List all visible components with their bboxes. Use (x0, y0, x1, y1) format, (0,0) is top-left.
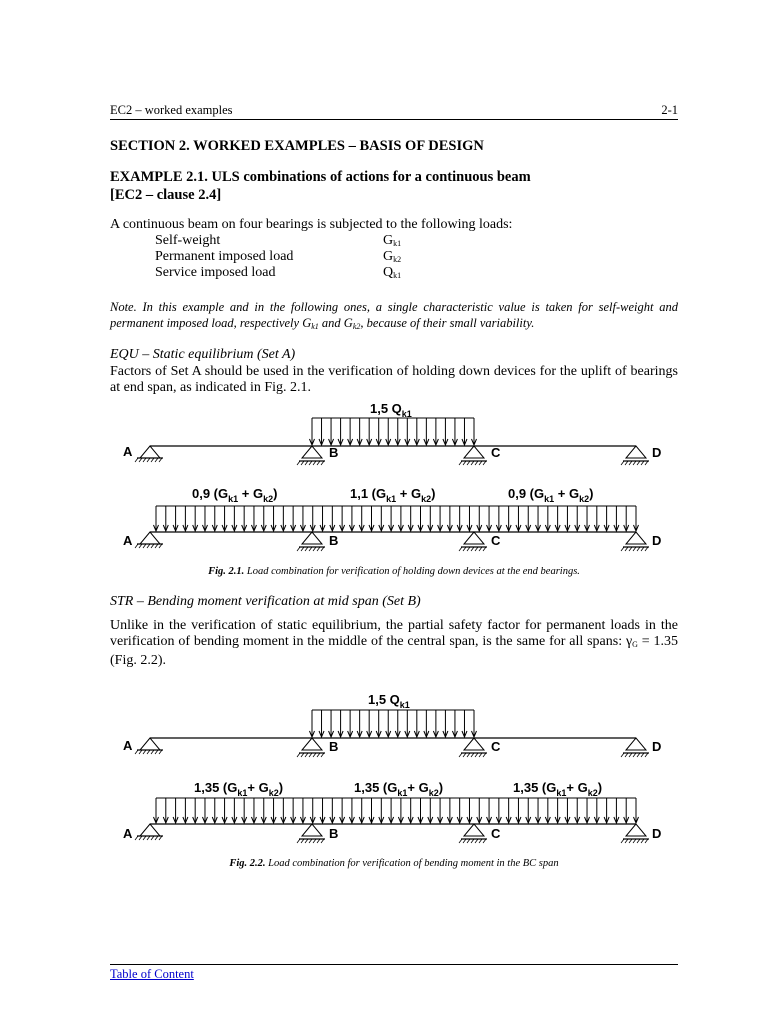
support-label-d: D (652, 826, 662, 841)
support-hatch (297, 839, 300, 843)
support-hatch (633, 461, 636, 465)
load-symbol: $G_{k1}$ (383, 233, 402, 248)
support-hatch (621, 461, 624, 465)
support-hatch (467, 461, 470, 465)
support-hatch (621, 839, 624, 843)
support-hatch (305, 461, 308, 465)
support-label-c: C (491, 826, 501, 841)
str-paragraph: Unlike in the verification of static equilibrium, the partial safety factor for permanent loads in the verification of bending moment in the middle of the central span, is the same for all spans: $\gamma_G = 1.35$ (Fig. 2.2). (110, 618, 678, 668)
support-triangle (626, 824, 646, 836)
support-triangle (464, 738, 484, 750)
example-heading: ULS combinations of actions for a continuous beam (207, 169, 531, 185)
support-hatch (139, 458, 142, 462)
support-hatch (143, 458, 146, 462)
support-hatch (135, 544, 138, 548)
support-triangle (302, 532, 322, 544)
g-load-arrows (154, 506, 639, 531)
support-hatch (309, 461, 312, 465)
page-number: 2-1 (661, 103, 678, 117)
support-label-b: B (329, 533, 339, 548)
support-hatch (463, 461, 466, 465)
q-load-label: 1,5 $Q_{k1}$ (368, 692, 410, 710)
support-hatch (297, 753, 300, 757)
g-label-right: 0,9 $(G_{k1} + G_{k2})$ (508, 486, 594, 504)
support-hatch (621, 547, 624, 551)
example-number: EXAMPLE 2.1. (110, 169, 208, 185)
support-hatch (135, 458, 138, 462)
support-label-d: D (652, 739, 662, 754)
support-hatch (625, 461, 628, 465)
support-triangle (626, 532, 646, 544)
support-triangle (140, 824, 160, 836)
supports-row-1 (135, 738, 649, 757)
support-hatch (459, 461, 462, 465)
support-label-c: C (491, 533, 501, 548)
support-triangle (626, 738, 646, 750)
support-triangle (464, 532, 484, 544)
support-label-b: B (329, 445, 339, 460)
support-hatch (641, 461, 644, 465)
q-load-arrows (310, 418, 477, 445)
support-label-c: C (491, 739, 501, 754)
support-hatch (479, 461, 482, 465)
support-triangle (140, 532, 160, 544)
g-label-left: 1,35 $(G_{k1}+ G_{k2})$ (194, 780, 284, 798)
beam-diagram-equ (110, 396, 678, 564)
support-hatch (321, 461, 324, 465)
support-triangle (302, 738, 322, 750)
support-hatch (645, 461, 648, 465)
intro-paragraph: A continuous beam on four bearings is subjected to the following loads: (110, 217, 513, 232)
support-hatch (151, 458, 154, 462)
example-clause: [EC2 – clause 2.4] (110, 187, 222, 203)
support-triangle (140, 738, 160, 750)
support-label-c: C (491, 445, 501, 460)
equ-paragraph: Factors of Set A should be used in the verification of holding down devices for the uplift of bearings at end span, as indicated in Fig. 2.1. (110, 364, 678, 395)
support-triangle (140, 446, 160, 458)
equ-heading: EQU – Static equilibrium (Set A) (110, 347, 296, 362)
support-hatch (621, 753, 624, 757)
support-hatch (135, 836, 138, 840)
support-hatch (459, 839, 462, 843)
support-hatch (301, 461, 304, 465)
support-hatch (155, 458, 158, 462)
support-label-d: D (652, 445, 662, 460)
example-title (110, 168, 531, 204)
support-triangle (626, 446, 646, 458)
support-hatch (471, 461, 474, 465)
q-load-label: 1,5 $Q_{k1}$ (370, 401, 412, 419)
header-title: EC2 – worked examples (110, 103, 233, 117)
support-hatch (159, 458, 162, 462)
table-of-content-link[interactable]: Table of Content (110, 967, 194, 981)
support-hatch (313, 461, 316, 465)
support-hatch (317, 461, 320, 465)
support-hatch (297, 547, 300, 551)
figure-2-2 (110, 688, 678, 856)
figure-2-2-caption: Fig. 2.2. Load combination for verification of bending moment in the BC span (229, 858, 559, 869)
g-label-left: 0,9 $(G_{k1} + G_{k2})$ (192, 486, 278, 504)
support-hatch (629, 461, 632, 465)
support-hatch (147, 458, 150, 462)
support-label-a: A (123, 826, 133, 841)
support-label-a: A (123, 444, 133, 459)
g-load-arrows (154, 798, 639, 823)
page-header (110, 101, 678, 120)
support-label-a: A (123, 533, 133, 548)
g-label-mid: 1,1 $(G_{k1} + G_{k2})$ (350, 486, 436, 504)
supports-row-2 (135, 532, 649, 551)
support-hatch (475, 461, 478, 465)
supports-row-1 (135, 446, 649, 465)
support-triangle (464, 824, 484, 836)
load-name: Self-weight (155, 233, 221, 248)
section-title: SECTION 2. WORKED EXAMPLES – BASIS OF DESIGN (110, 138, 484, 154)
q-load-arrows (310, 710, 477, 737)
support-hatch (637, 461, 640, 465)
load-symbol: $G_{k2}$ (383, 249, 402, 264)
support-hatch (135, 750, 138, 754)
support-label-b: B (329, 826, 339, 841)
support-hatch (297, 461, 300, 465)
load-symbol: $Q_{k1}$ (383, 265, 402, 280)
figure-2-1 (110, 396, 678, 564)
load-name: Permanent imposed load (155, 249, 294, 264)
support-triangle (302, 824, 322, 836)
support-hatch (459, 547, 462, 551)
g-label-right: 1,35 $(G_{k1}+ G_{k2})$ (513, 780, 603, 798)
support-label-b: B (329, 739, 339, 754)
load-name: Service imposed load (155, 265, 276, 280)
beam-diagram-str (110, 688, 678, 856)
support-hatch (459, 753, 462, 757)
supports-row-2 (135, 824, 649, 843)
support-label-d: D (652, 533, 662, 548)
support-triangle (302, 446, 322, 458)
note-paragraph: Note. In this example and in the following ones, a single characteristic value is taken for self-weight and permanent imposed load, respectively $G_{k1}$ and $G_{k2}$, because of their small variability. (110, 300, 678, 331)
g-label-mid: 1,35 $(G_{k1}+ G_{k2})$ (354, 780, 444, 798)
support-hatch (483, 461, 486, 465)
page-footer (110, 964, 678, 981)
support-triangle (464, 446, 484, 458)
support-label-a: A (123, 738, 133, 753)
str-heading: STR – Bending moment verification at mid span (Set B) (110, 594, 421, 609)
figure-2-1-caption: Fig. 2.1. Load combination for verification of holding down devices at the end bearings. (208, 566, 580, 577)
